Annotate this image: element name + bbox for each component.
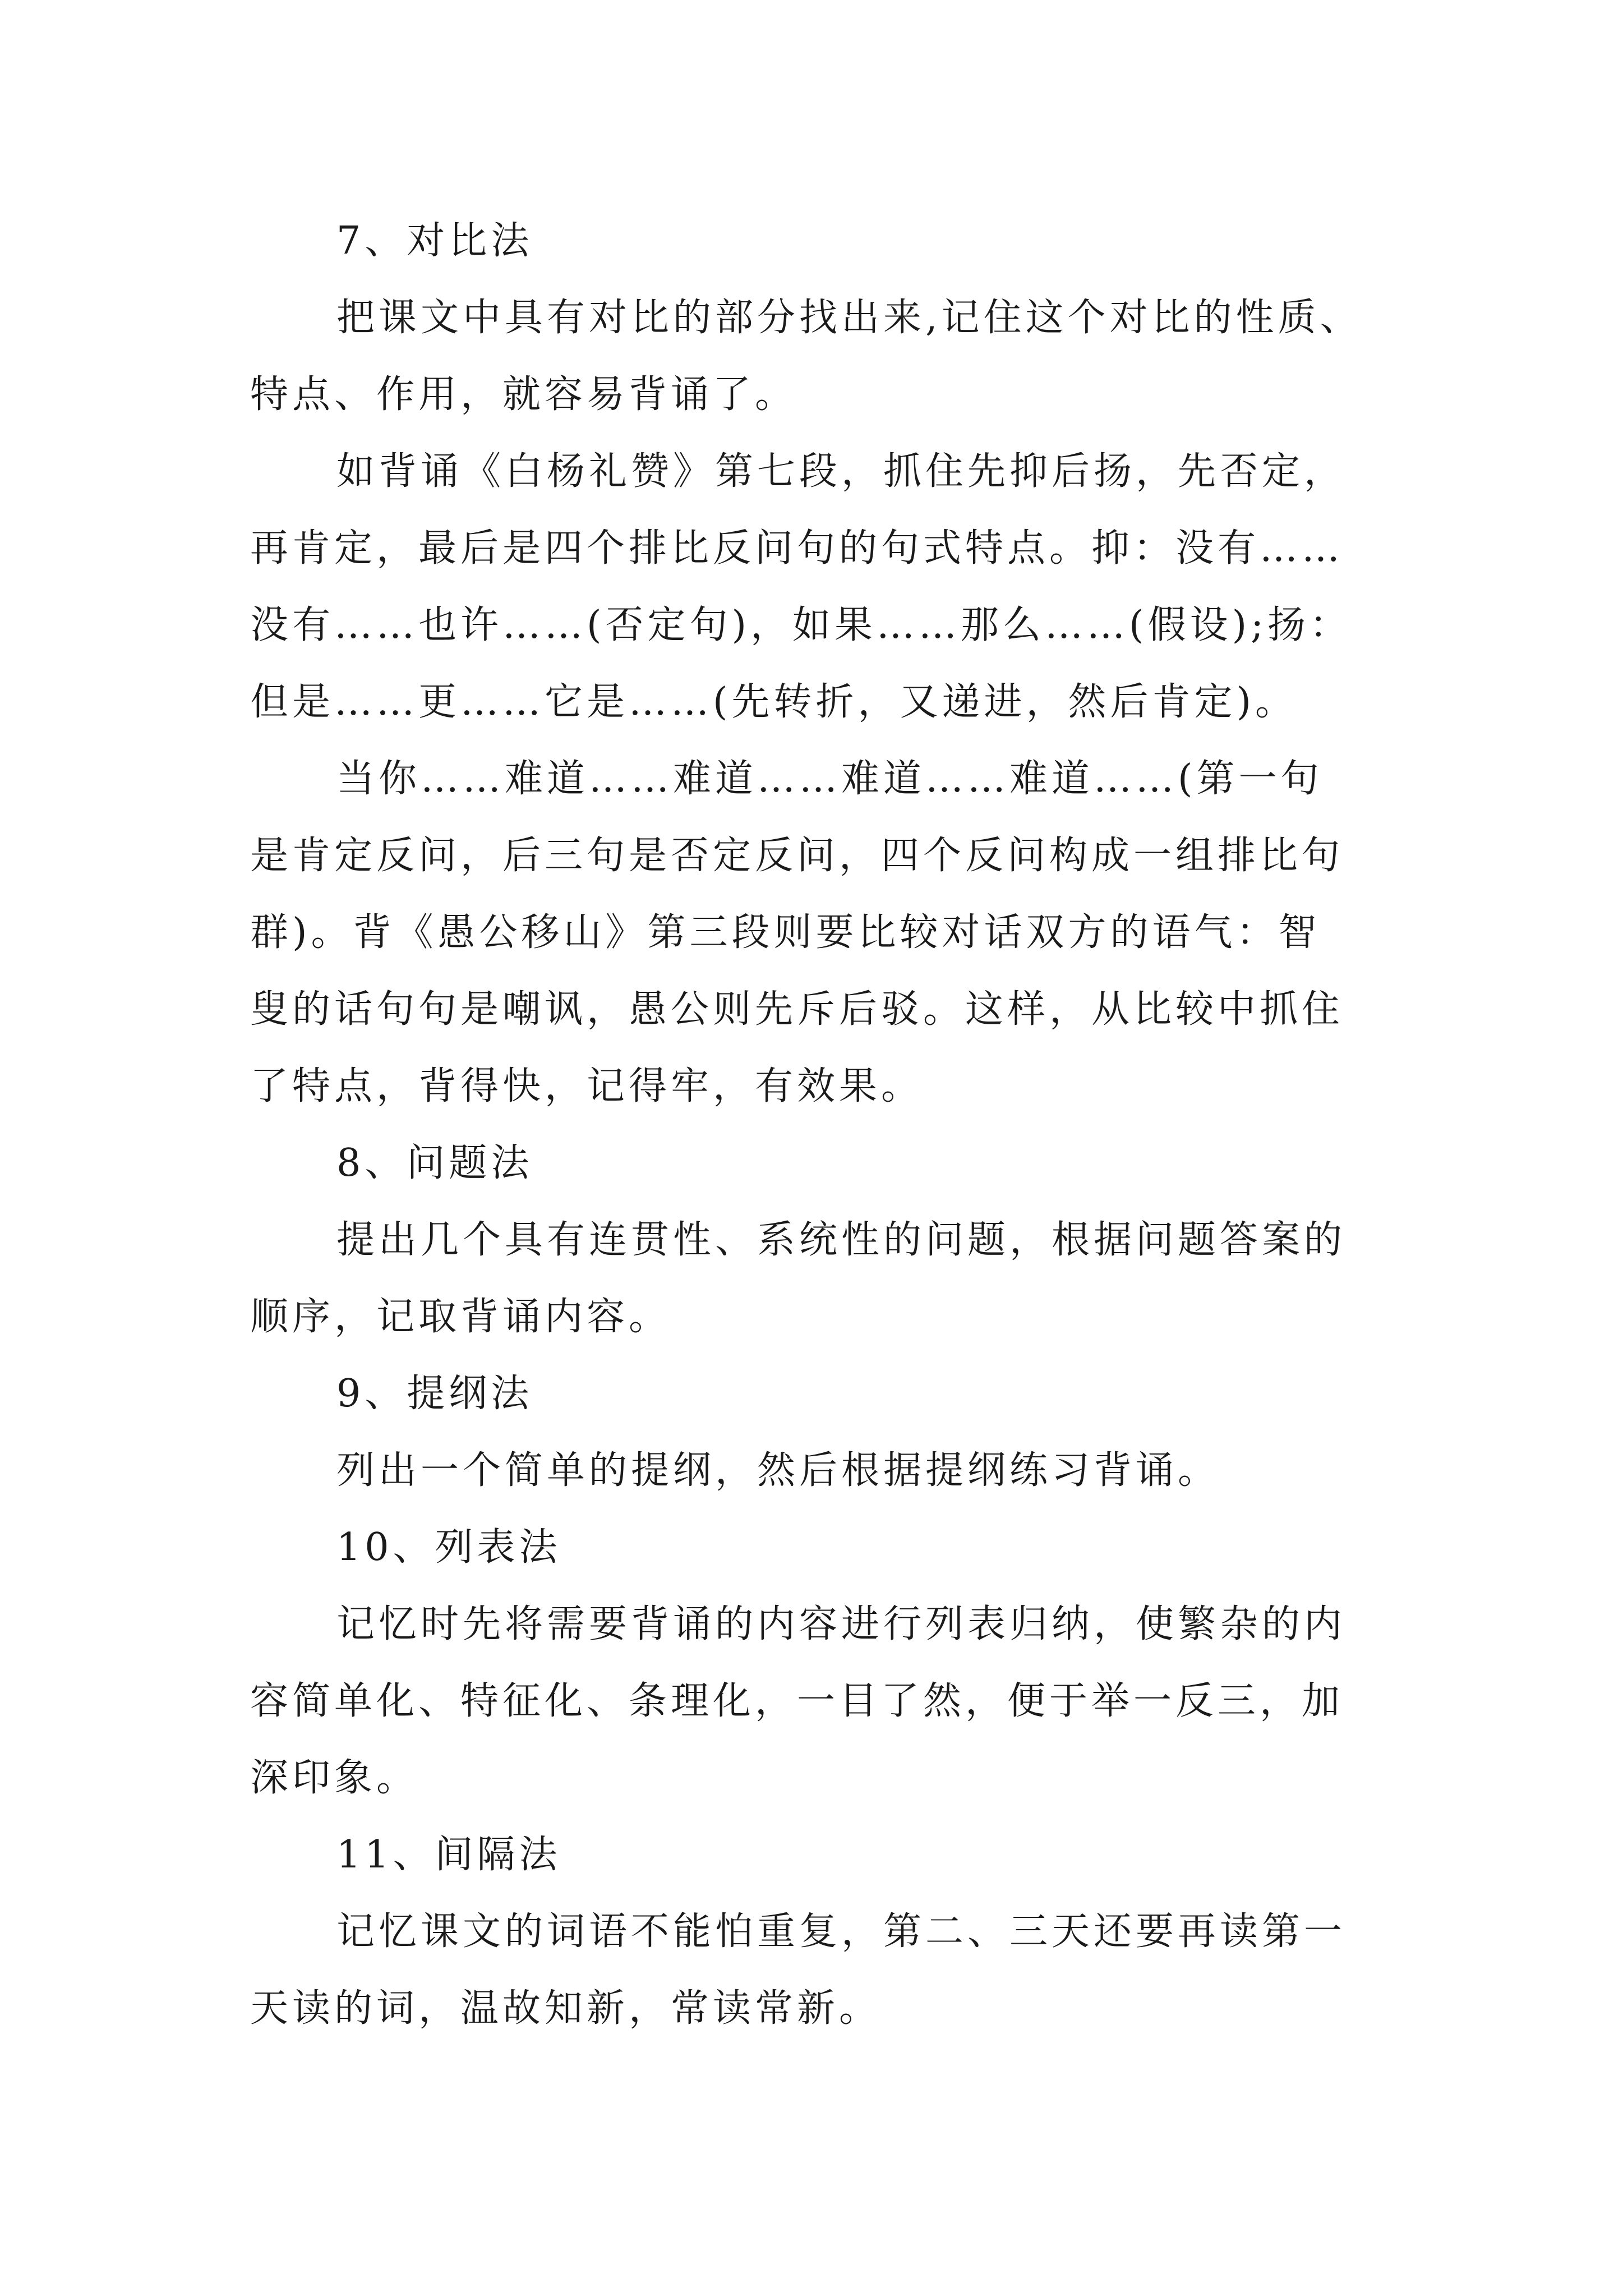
paragraph-line: 把课文中具有对比的部分找出来,记住这个对比的性质、 <box>336 296 1362 340</box>
paragraph-line: 但是……更……它是……(先转折，又递进，然后肯定)。 <box>250 680 1298 724</box>
paragraph-line: 再肯定，最后是四个排比反问句的句式特点。抑：没有…… <box>250 526 1344 570</box>
paragraph-line: 当你……难道……难道……难道……难道……(第一句 <box>336 757 1323 801</box>
paragraph-line: 如背诵《白杨礼赞》第七段，抓住先抑后扬，先否定， <box>336 449 1347 494</box>
paragraph-line: 容简单化、特征化、条理化，一目了然，便于举一反三，加 <box>250 1679 1344 1723</box>
paragraph-line: 顺序，记取背诵内容。 <box>250 1295 671 1339</box>
paragraph-line: 叟的话句句是嘲讽，愚公则先斥后驳。这样，从比较中抓住 <box>250 987 1344 1032</box>
paragraph-line: 记忆课文的词语不能怕重复，第二、三天还要再读第一 <box>336 1910 1347 1954</box>
heading-contrast-method: 7、对比法 <box>336 219 533 263</box>
paragraph-line: 群)。背《愚公移山》第三段则要比较对话双方的语气：智 <box>250 910 1321 955</box>
paragraph-line: 深印象。 <box>250 1756 419 1800</box>
paragraph-line: 没有……也许……(否定句)，如果……那么……(假设);扬： <box>250 603 1352 647</box>
paragraph-line: 了特点，背得快，记得牢，有效果。 <box>250 1064 924 1108</box>
paragraph-line: 提出几个具有连贯性、系统性的问题，根据问题答案的 <box>336 1218 1347 1262</box>
heading-table-method: 10、列表法 <box>336 1525 561 1570</box>
paragraph-line: 是肯定反问，后三句是否定反问，四个反问构成一组排比句 <box>250 834 1344 878</box>
paragraph-line: 列出一个简单的提纲，然后根据提纲练习背诵。 <box>336 1448 1220 1493</box>
heading-interval-method: 11、间隔法 <box>336 1833 561 1877</box>
paragraph-line: 记忆时先将需要背诵的内容进行列表归纳，使繁杂的内 <box>336 1602 1347 1646</box>
paragraph-line: 天读的词，温故知新，常读常新。 <box>250 1986 882 2031</box>
heading-question-method: 8、问题法 <box>336 1141 533 1185</box>
paragraph-line: 特点、作用，就容易背诵了。 <box>250 372 797 417</box>
heading-outline-method: 9、提纲法 <box>336 1372 533 1416</box>
